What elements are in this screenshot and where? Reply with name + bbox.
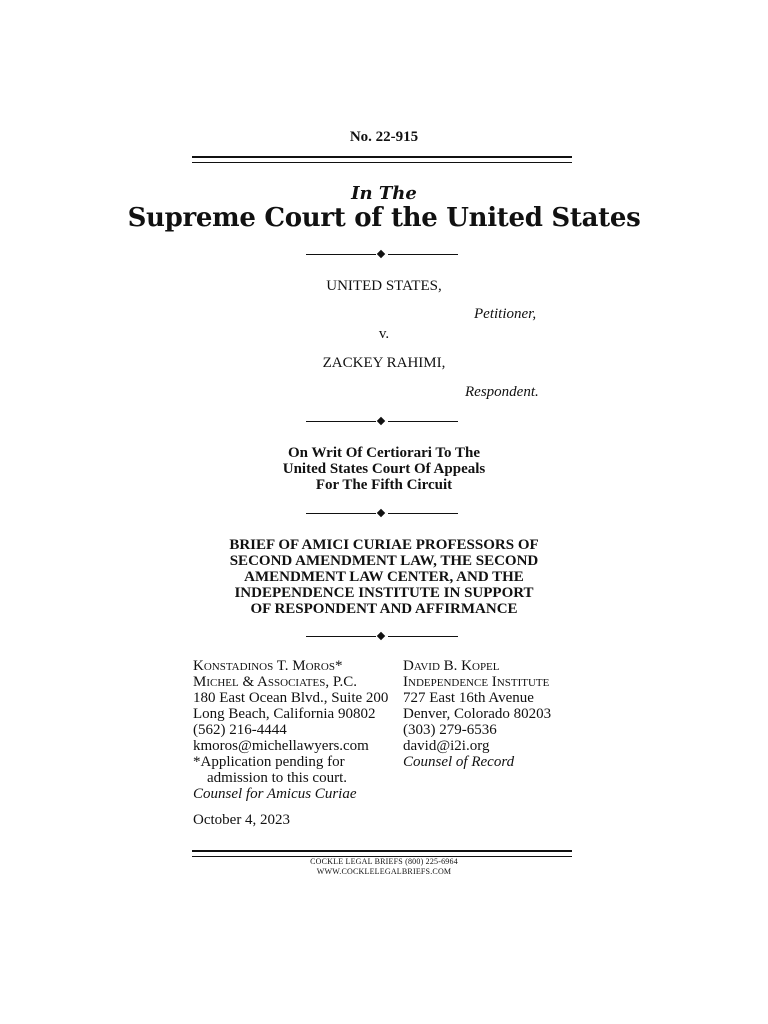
respondent-name: ZACKEY RAHIMI, — [322, 355, 446, 371]
section-divider — [306, 632, 458, 642]
petitioner-role: Petitioner, — [474, 306, 537, 322]
respondent-role: Respondent. — [465, 384, 539, 400]
writ-line: United States Court Of Appeals — [282, 461, 486, 477]
counsel-phone: (562) 216-4444 — [193, 722, 287, 738]
counsel-address: 180 East Ocean Blvd., Suite 200 — [193, 690, 389, 706]
brief-title-line: BRIEF OF AMICI CURIAE PROFESSORS OF — [229, 537, 539, 553]
counsel-address: 727 East 16th Avenue — [403, 690, 534, 706]
counsel-role: Counsel for Amicus Curiae — [193, 786, 357, 802]
brief-title-line: INDEPENDENCE INSTITUTE IN SUPPORT — [234, 585, 534, 601]
court-name: Supreme Court of the United States — [127, 203, 641, 233]
counsel-firm: Michel & Associates, P.C. — [193, 674, 358, 690]
versus: v. — [378, 326, 390, 342]
section-divider — [306, 417, 458, 427]
counsel-email: kmoros@michellawyers.com — [193, 738, 369, 754]
brief-title — [0, 537, 768, 617]
section-divider — [306, 250, 458, 260]
counsel-note: *Application pending for — [193, 754, 345, 770]
bottom-double-rule — [192, 850, 572, 857]
writ-line: For The Fifth Circuit — [315, 477, 453, 493]
diamond-icon — [377, 250, 385, 258]
docket-number: No. 22-915 — [349, 129, 419, 145]
counsel-role: Counsel of Record — [403, 754, 515, 770]
counsel-name: David B. Kopel — [403, 658, 500, 674]
section-divider — [306, 509, 458, 519]
diamond-icon — [377, 417, 385, 425]
diamond-icon — [377, 632, 385, 640]
counsel-note: admission to this court. — [207, 770, 347, 786]
diamond-icon — [377, 509, 385, 517]
brief-title-line: SECOND AMENDMENT LAW, THE SECOND — [229, 553, 539, 569]
brief-title-line: AMENDMENT LAW CENTER, AND THE — [244, 569, 524, 585]
printer-line: WWW.COCKLELEGALBRIEFS.COM — [316, 867, 452, 876]
counsel-address: Denver, Colorado 80203 — [403, 706, 552, 722]
counsel-phone: (303) 279-6536 — [403, 722, 497, 738]
counsel-block-right — [403, 658, 551, 770]
court-prefix: In The — [351, 183, 417, 204]
counsel-email: david@i2i.org — [403, 738, 490, 754]
counsel-firm: Independence Institute — [403, 674, 550, 690]
counsel-address: Long Beach, California 90802 — [193, 706, 376, 722]
brief-title-line: OF RESPONDENT AND AFFIRMANCE — [250, 601, 518, 617]
petitioner-name: UNITED STATES, — [326, 278, 442, 294]
counsel-block-left — [193, 658, 388, 802]
filing-date: October 4, 2023 — [193, 812, 291, 828]
counsel-name: Konstadinos T. Moros* — [193, 658, 343, 674]
printer-line: COCKLE LEGAL BRIEFS (800) 225-6964 — [310, 857, 458, 866]
top-double-rule — [192, 156, 572, 163]
writ-line: On Writ Of Certiorari To The — [287, 445, 481, 461]
writ-heading — [0, 445, 768, 493]
printer-imprint — [0, 857, 768, 877]
